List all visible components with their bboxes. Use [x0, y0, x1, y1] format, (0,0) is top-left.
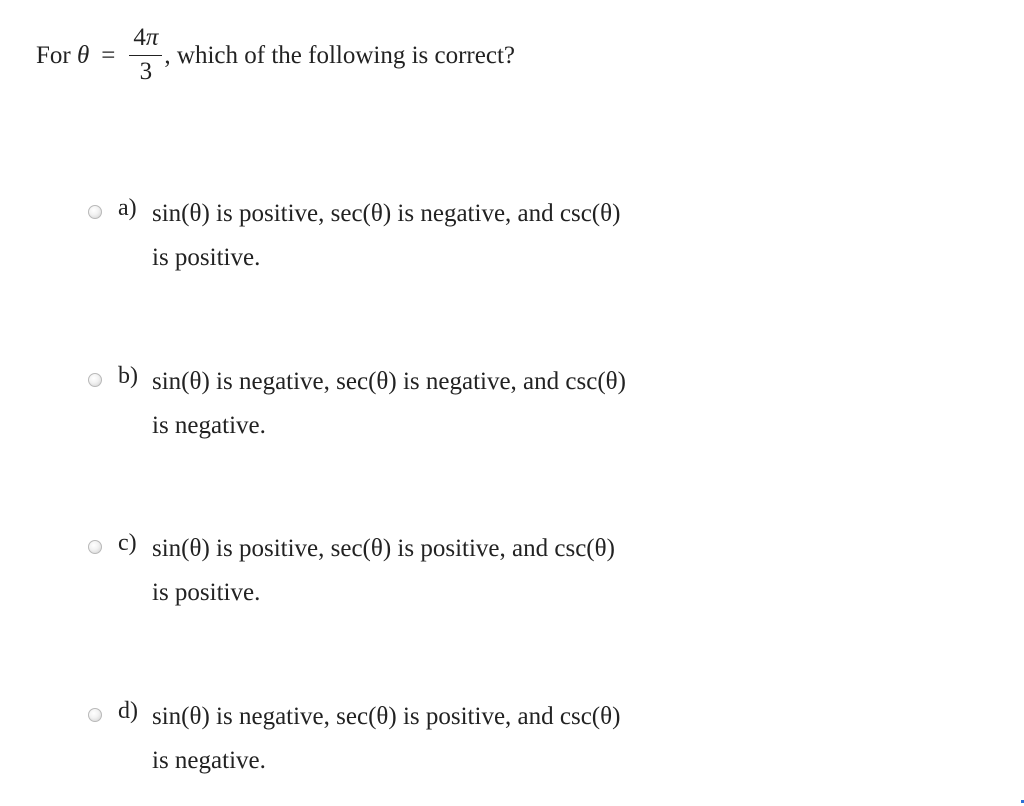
option-text [152, 695, 712, 783]
option-text [152, 360, 712, 448]
option-letter: a) [118, 195, 137, 221]
option-text-line2: is negative. [152, 412, 266, 439]
question-fraction [129, 24, 162, 86]
radio-button-c[interactable] [88, 540, 102, 554]
fraction-numerator [129, 24, 162, 55]
question-prefix: For [36, 42, 71, 69]
numerator-pi: π [145, 24, 159, 51]
radio-button-b[interactable] [88, 373, 102, 387]
option-text [152, 192, 712, 280]
option-text-line1: sin(θ) is negative, sec(θ) is negative, and csc(θ) [152, 368, 626, 395]
numerator-coefficient: 4 [133, 24, 146, 51]
option-text-line1: sin(θ) is positive, sec(θ) is positive, and csc(θ) [152, 535, 615, 562]
option-text-line2: is positive. [152, 579, 261, 606]
question-equals: = [101, 42, 116, 69]
option-text-line1: sin(θ) is positive, sec(θ) is negative, and csc(θ) [152, 200, 621, 227]
option-letter: c) [118, 530, 137, 556]
question-variable: θ [76, 42, 90, 69]
option-text [152, 527, 712, 615]
question-text [36, 26, 515, 86]
question-suffix: , which of the following is correct? [164, 42, 515, 69]
radio-button-a[interactable] [88, 205, 102, 219]
option-letter: b) [118, 363, 138, 389]
option-letter: d) [118, 698, 138, 724]
option-text-line2: is negative. [152, 747, 266, 774]
option-text-line1: sin(θ) is negative, sec(θ) is positive, and csc(θ) [152, 703, 621, 730]
radio-button-d[interactable] [88, 708, 102, 722]
fraction-denominator: 3 [139, 58, 153, 85]
option-text-line2: is positive. [152, 244, 261, 271]
